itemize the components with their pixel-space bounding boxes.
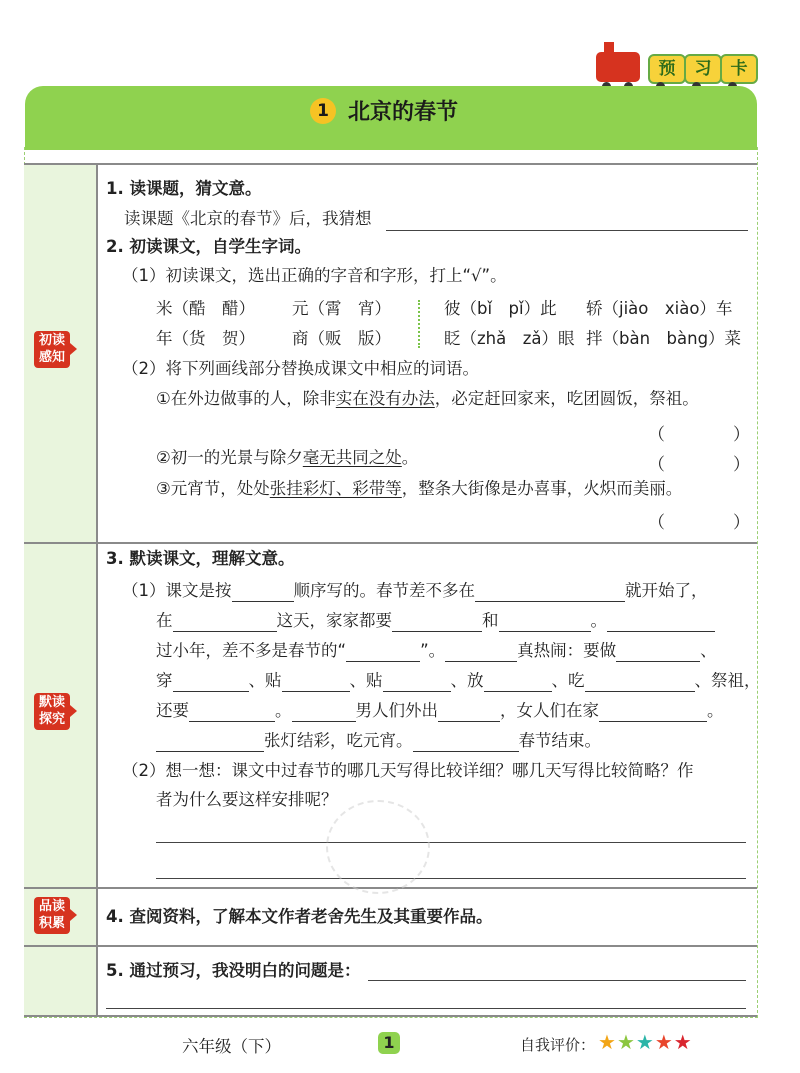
choice-item[interactable]: 年（货 贺） (156, 329, 255, 348)
q2-sub1: （1）初读课文，选出正确的字音和字形，打上“√”。 (122, 266, 507, 285)
page-number: 1 (378, 1032, 400, 1054)
q3-line-6: 张灯结彩，吃元宵。 春节结束。 (156, 730, 601, 752)
q4-title: 4. 查阅资料，了解本文作者老舍先生及其重要作品。 (106, 907, 493, 926)
q3-answer-line[interactable] (156, 878, 746, 879)
choice-item[interactable]: 眨（zhǎ zǎ）眼 (444, 329, 575, 348)
sentence-3: ③元宵节，处处张挂彩灯、彩带等，整条大街像是办喜事，火炽而美丽。 (156, 479, 683, 498)
answer-paren-2[interactable]: （ ） (648, 455, 750, 475)
q3-line-4: 穿 、贴 、贴 、放 、吃 、祭祖， (156, 671, 761, 690)
sentence-1: ①在外边做事的人，除非实在没有办法，必定赶回家来，吃团圆饭，祭祖。 (156, 389, 699, 408)
train-car-1: 预 (648, 54, 686, 84)
q3-line-5: 还要 。 男人们外出 ，女人们在家 。 (156, 701, 724, 720)
q1-answer-line[interactable] (386, 230, 748, 231)
choice-item[interactable]: 轿（jiào xiào）车 (586, 299, 733, 318)
q1-prompt: 读课题《北京的春节》后，我猜想 (124, 209, 372, 228)
q3-line-1: （1）课文是按 顺序写的。春节差不多在 就开始了， (122, 581, 708, 600)
q5-title: 5. 通过预习，我没明白的问题是： (106, 961, 361, 980)
star-icon[interactable]: ★ (616, 1030, 636, 1054)
section-tag-silent-read: 默读 探究 (34, 693, 70, 730)
q3-line-3: 过小年，差不多是春节的“ ”。 真热闹：要做 、 (156, 641, 717, 660)
star-icon[interactable]: ★ (598, 1030, 617, 1054)
train-logo (596, 46, 756, 90)
choice-item[interactable]: 彼（bǐ pǐ）此 (444, 299, 557, 318)
star-icon[interactable]: ★ (673, 1030, 693, 1054)
answer-paren-3[interactable]: （ ） (648, 513, 750, 533)
section-tag-accumulate: 品读 积累 (34, 897, 70, 934)
grade-label: 六年级（下） (182, 1037, 281, 1056)
row-divider (24, 1015, 757, 1017)
row-divider (24, 945, 757, 947)
q3-title: 3. 默读课文，理解文意。 (106, 549, 295, 568)
q5-answer-line[interactable] (106, 1008, 746, 1009)
q2-sub2: （2）将下列画线部分替换成课文中相应的词语。 (122, 359, 479, 378)
dotted-separator (418, 300, 420, 348)
sentence-2: ②初一的光景与除夕毫无共同之处。 (156, 448, 419, 467)
train-car-2: 习 (684, 54, 722, 84)
q3-line-2: 在 这天，家家都要 和 。 (156, 610, 715, 632)
q1-title: 1. 读课题，猜文意。 (106, 179, 262, 198)
train-car-3: 卡 (720, 54, 758, 84)
q2-title: 2. 初读课文，自学生字词。 (106, 237, 311, 256)
choice-item[interactable]: 米（酷 醋） (156, 299, 255, 318)
q3-answer-line[interactable] (156, 842, 746, 843)
choice-item[interactable]: 商（贩 版） (292, 329, 391, 348)
answer-paren-1[interactable]: （ ） (648, 425, 750, 445)
section-tag-first-read: 初读 感知 (34, 331, 70, 368)
star-icon[interactable]: ★ (654, 1030, 674, 1054)
lesson-number: 1 (310, 98, 336, 124)
choice-item[interactable]: 元（霄 宵） (292, 299, 391, 318)
row-divider (24, 542, 757, 544)
train-engine-icon (596, 52, 640, 82)
watermark-stamp (326, 800, 430, 894)
star-icon[interactable]: ★ (635, 1030, 655, 1054)
self-eval-label: 自我评价： (520, 1036, 596, 1054)
row-divider (24, 163, 757, 165)
lesson-title (300, 93, 500, 129)
choice-item[interactable]: 拌（bàn bàng）菜 (586, 329, 742, 348)
q5-answer-line[interactable] (368, 980, 746, 981)
lesson-title-text: 北京的春节 (348, 100, 459, 125)
q3-sub2-b: 者为什么要这样安排呢？ (156, 790, 338, 809)
rating-stars[interactable] (598, 1030, 693, 1054)
q3-sub2-a: （2）想一想：课文中过春节的哪几天写得比较详细？哪几天写得比较简略？作 (122, 761, 694, 780)
